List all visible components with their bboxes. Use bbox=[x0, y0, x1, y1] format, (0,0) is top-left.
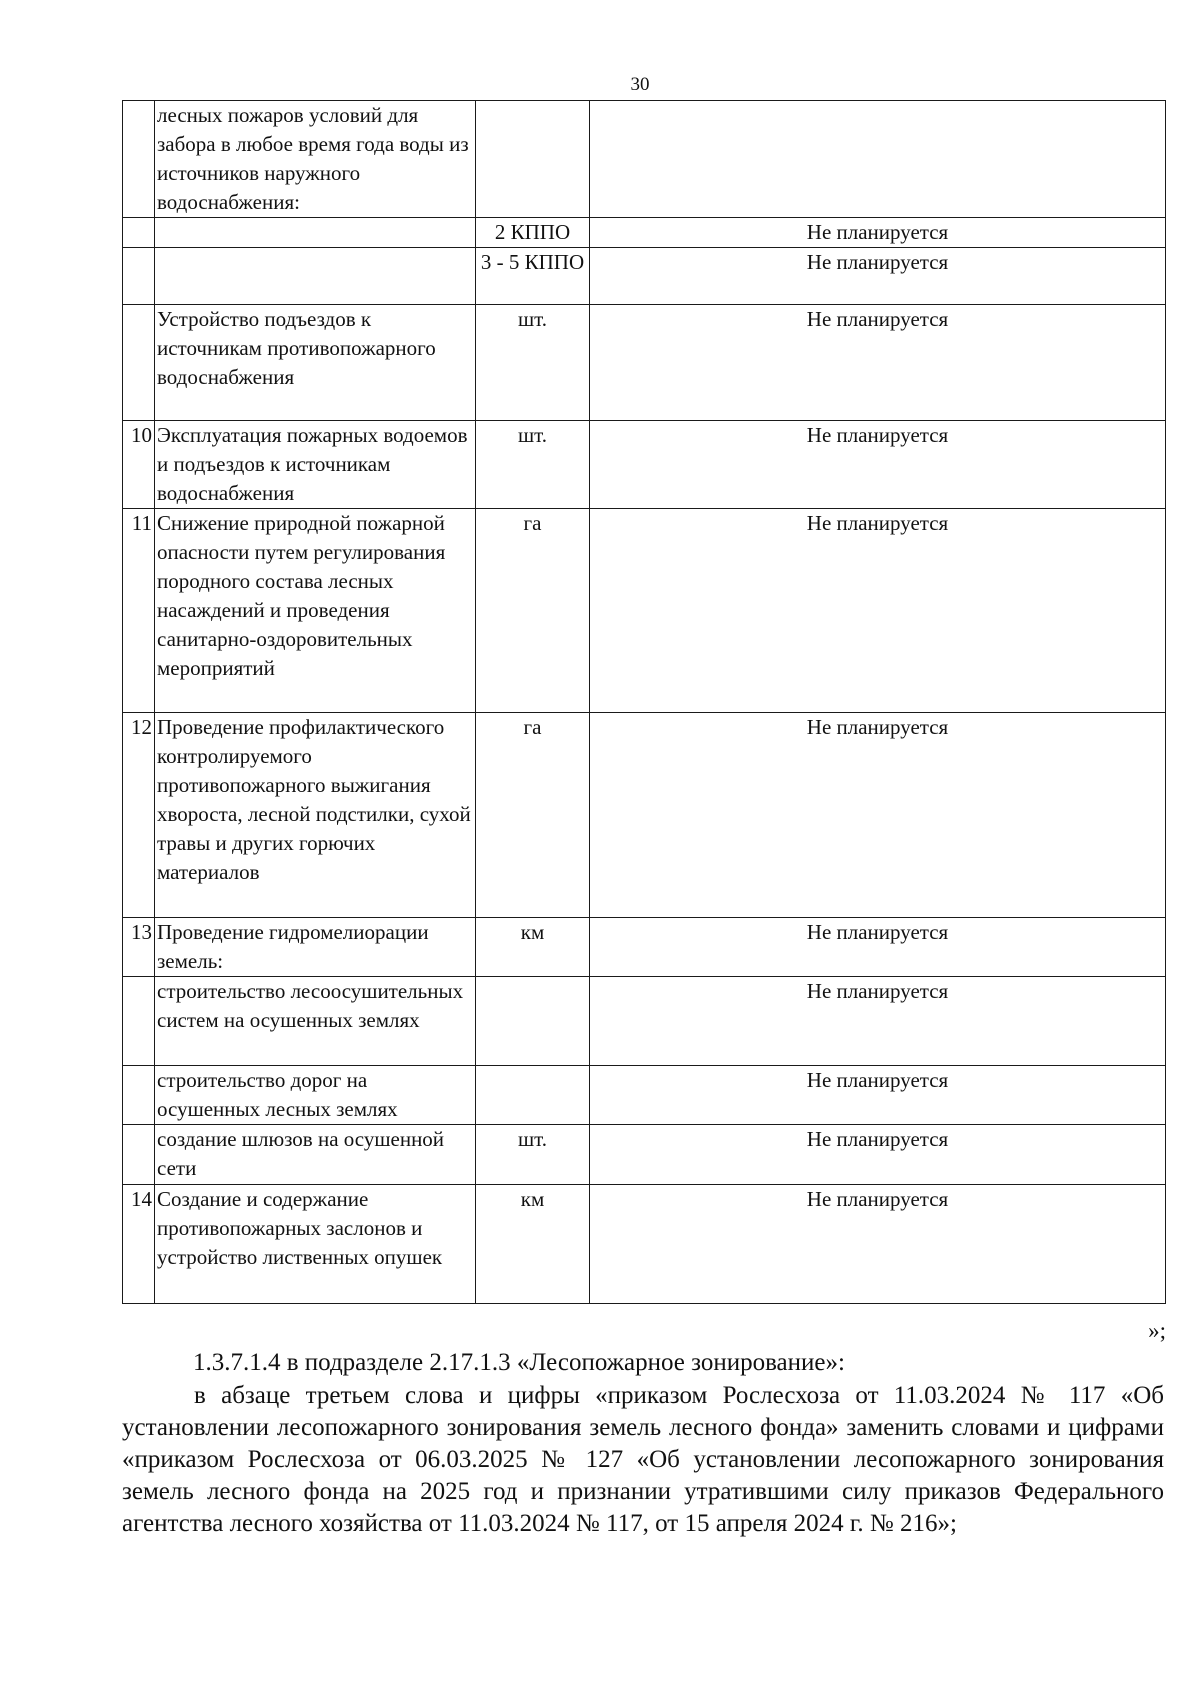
row-unit: га bbox=[476, 509, 590, 713]
table-row bbox=[123, 1185, 1166, 1304]
row-number bbox=[123, 1125, 155, 1185]
row-number bbox=[123, 101, 155, 218]
row-description: Проведение профилактического контролируемого противопожарного выжигания хвороста, лесной подстилки, сухой травы и других горючих материалов bbox=[155, 713, 476, 918]
row-unit bbox=[476, 1066, 590, 1125]
row-plan: Не планируется bbox=[590, 1066, 1166, 1125]
table-row bbox=[123, 305, 1166, 421]
row-description: Снижение природной пожарной опасности путем регулирования породного состава лесных насаждений и проведения санитарно-оздоровительных мероприятий bbox=[155, 509, 476, 713]
table-row bbox=[123, 977, 1166, 1066]
table-row bbox=[123, 101, 1166, 218]
row-number bbox=[123, 248, 155, 305]
row-description: строительство дорог на осушенных лесных землях bbox=[155, 1066, 476, 1125]
row-number: 13 bbox=[123, 918, 155, 977]
row-unit: 2 КППО bbox=[476, 218, 590, 248]
row-plan: Не планируется bbox=[590, 918, 1166, 977]
table-row bbox=[123, 713, 1166, 918]
row-plan: Не планируется bbox=[590, 421, 1166, 509]
table-row bbox=[123, 1125, 1166, 1185]
measures-table bbox=[122, 100, 1166, 1304]
row-number bbox=[123, 1066, 155, 1125]
table-row bbox=[123, 509, 1166, 713]
row-number bbox=[123, 218, 155, 248]
row-plan: Не планируется bbox=[590, 1125, 1166, 1185]
table-row bbox=[123, 218, 1166, 248]
row-plan bbox=[590, 101, 1166, 218]
row-unit bbox=[476, 101, 590, 218]
closing-quote: »; bbox=[1148, 1318, 1166, 1343]
row-plan: Не планируется bbox=[590, 248, 1166, 305]
row-description bbox=[155, 248, 476, 305]
row-description: Эксплуатация пожарных водоемов и подъездов к источникам водоснабжения bbox=[155, 421, 476, 509]
row-plan: Не планируется bbox=[590, 713, 1166, 918]
row-description bbox=[155, 218, 476, 248]
body-paragraph: в абзаце третьем слова и цифры «приказом Рослесхоза от 11.03.2024 № 117 «Об установлении лесопожарного зонирования земель лесного фонда» заменить словами и цифрами «приказом Рослесхоза от 06.03.2025 № 127 «Об установлении лесопожарного зонирования земель лесного фонда на 2025 год и признании утратившими силу приказов Федерального агентства лесного хозяйства от 11.03.2024 № 117, от 15 апреля 2024 г. № 216»; bbox=[122, 1382, 1164, 1537]
row-plan: Не планируется bbox=[590, 305, 1166, 421]
row-plan: Не планируется bbox=[590, 509, 1166, 713]
row-unit: 3 - 5 КППО bbox=[476, 248, 590, 305]
row-number: 11 bbox=[123, 509, 155, 713]
row-description: Проведение гидромелиорации земель: bbox=[155, 918, 476, 977]
row-unit: км bbox=[476, 918, 590, 977]
table-row bbox=[123, 421, 1166, 509]
row-unit: км bbox=[476, 1185, 590, 1304]
row-number: 12 bbox=[123, 713, 155, 918]
row-plan: Не планируется bbox=[590, 1185, 1166, 1304]
row-number bbox=[123, 977, 155, 1066]
row-unit: шт. bbox=[476, 305, 590, 421]
page-number: 30 bbox=[630, 74, 650, 95]
table-row bbox=[123, 1066, 1166, 1125]
table-row bbox=[123, 918, 1166, 977]
row-unit: шт. bbox=[476, 1125, 590, 1185]
row-number: 14 bbox=[123, 1185, 155, 1304]
subsection-heading: 1.3.7.1.4 в подразделе 2.17.1.3 «Лесопожарное зонирование»: bbox=[193, 1349, 845, 1376]
row-plan: Не планируется bbox=[590, 977, 1166, 1066]
row-description: строительство лесоосушительных систем на осушенных землях bbox=[155, 977, 476, 1066]
row-unit: га bbox=[476, 713, 590, 918]
table-row bbox=[123, 248, 1166, 305]
row-unit: шт. bbox=[476, 421, 590, 509]
row-description: лесных пожаров условий для забора в любое время года воды из источников наружного водоснабжения: bbox=[155, 101, 476, 218]
row-unit bbox=[476, 977, 590, 1066]
row-plan: Не планируется bbox=[590, 218, 1166, 248]
row-number bbox=[123, 305, 155, 421]
row-description: Создание и содержание противопожарных заслонов и устройство лиственных опушек bbox=[155, 1185, 476, 1304]
row-number: 10 bbox=[123, 421, 155, 509]
row-description: создание шлюзов на осушенной сети bbox=[155, 1125, 476, 1185]
row-description: Устройство подъездов к источникам противопожарного водоснабжения bbox=[155, 305, 476, 421]
